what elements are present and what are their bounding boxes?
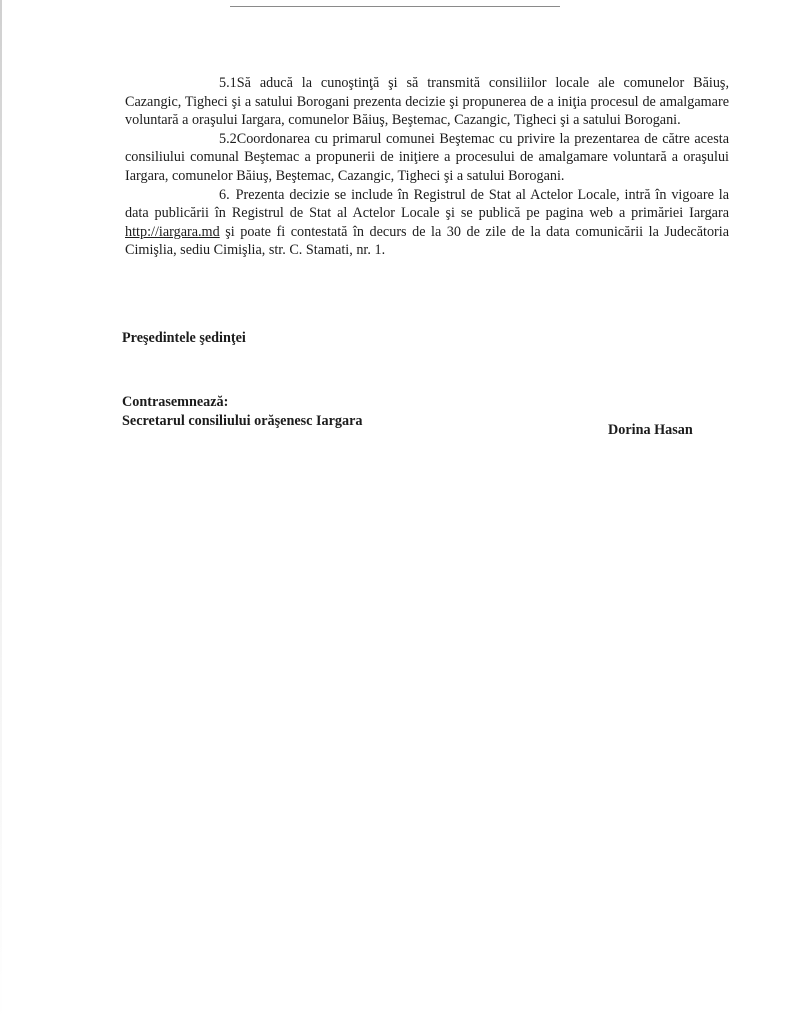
paragraph-number: 5.1	[219, 75, 237, 91]
paragraph-text: Coordonarea cu primarul comunei Beştemac cu privire la prezentarea de către acesta consiliului comunal Beştemac a propunerii de iniţiere a procesului de amalgamare voluntară a oraşului Iargara, comunelor Băiuş, Beştemac, Cazangic, Tigheci şi a satului Borogani.	[125, 130, 729, 184]
scan-left-edge	[0, 0, 2, 1024]
paragraph-number: 6.	[219, 186, 230, 203]
paragraph-6	[125, 186, 729, 260]
document-body	[125, 74, 729, 260]
website-link[interactable]: http://iargara.md	[125, 223, 220, 240]
scan-top-line	[230, 6, 560, 7]
countersign-label: Contrasemnează:	[122, 394, 229, 410]
chairman-label: Preşedintele şedinţei	[122, 330, 246, 346]
secretary-label: Secretarul consiliului orăşenesc Iargara	[122, 413, 363, 429]
paragraph-text: Să aducă la cunoştinţă şi să transmită consiliilor locale ale comunelor Băiuş, Cazangic, Tigheci şi a satului Borogani prezenta decizie şi propunerea de a iniţia procesul de amalgamare voluntară a oraşului Iargara, comunelor Băiuş, Beştemac, Cazangic, Tigheci şi a satului Borogani.	[125, 75, 729, 129]
paragraph-text-continued: şi poate fi contestată în decurs de la 30 de zile de la data comunicării la Judecătoria Cimişlia, sediu Cimişlia, str. C. Stamati, nr. 1.	[125, 223, 730, 259]
secretary-name: Dorina Hasan	[608, 422, 693, 438]
paragraph-5-1	[125, 74, 729, 130]
paragraph-number: 5.2	[219, 130, 237, 147]
paragraph-text: Prezenta decizie se include în Registrul de Stat al Actelor Locale, intră în vigoare la data publicării în Registrul de Stat al Actelor Locale şi se publică pe pagina web a primăriei Iargara	[125, 186, 729, 222]
paragraph-5-2	[125, 130, 729, 186]
